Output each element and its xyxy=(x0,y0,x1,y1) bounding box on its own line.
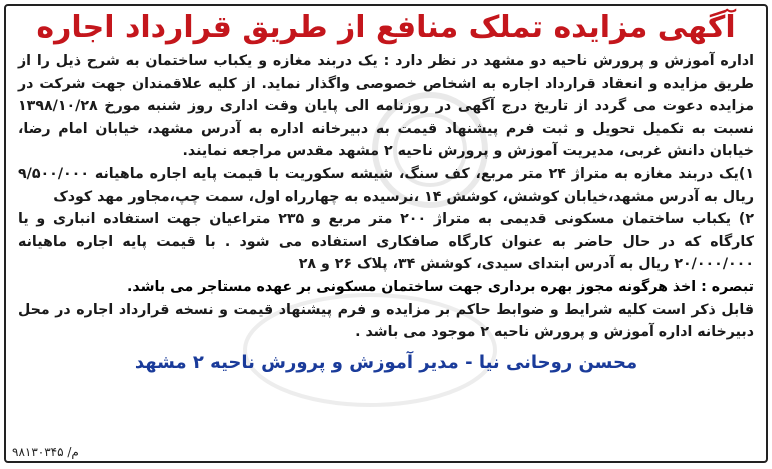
notice-title: آگهی مزایده تملک منافع از طریق قرارداد اجاره xyxy=(36,10,736,45)
signature-line: محسن روحانی نیا - مدیر آموزش و پرورش ناحیه ۲ مشهد xyxy=(134,351,638,373)
notice-body xyxy=(10,50,762,344)
closing-paragraph: قابل ذکر است کلیه شرایط و ضوابط حاکم بر مزایده و فرم پیشنهاد قیمت و نسخه قرارداد اجاره در محل دبیرخانه اداره آموزش و پرورش ناحیه ۲ موجود می باشد . xyxy=(18,301,754,341)
note-paragraph: تبصره : اخذ هرگونه مجوز بهره برداری جهت ساختمان مسکونی بر عهده مستاجر می باشد. xyxy=(127,278,754,295)
item-building: ۲) یکباب ساختمان مسکونی قدیمی به متراژ ۲۰۰ متر مربع و ۲۳۵ متراعیان جهت استفاده انباری و یا کارگاه که در حال حاضر به عنوان کارگاه صافکاری استفاده می شود . با قیمت پایه اجاره ماهیانه ۲۰/۰۰۰/۰۰۰ ریال به آدرس ابتدای سیدی، کوشش ۳۴، پلاک ۲۶ و ۲۸ xyxy=(18,211,754,273)
item-shop: ۱)یک دربند مغازه به متراژ ۲۴ متر مربع، کف سنگ، شیشه سکوریت با قیمت پایه اجاره ماهیانه ۹/۵۰۰/۰۰۰ ریال به آدرس مشهد،خیابان کوشش، کوشش ۱۴ ،نرسیده به چهارراه اول، سمت چپ،مجاور مهد کودک xyxy=(18,165,755,205)
ad-code: ۹۸۱۳۰۳۴۵ /م xyxy=(12,445,79,459)
intro-paragraph: اداره آموزش و پرورش ناحیه دو مشهد در نظر دارد : یک دربند مغازه و یکباب ساختمان به شرح ذیل را از طریق مزایده و انعقاد قرارداد اجاره به اشخاص خصوصی واگذار نماید. از کلیه علاقمندان جهت شرکت در مزایده دعوت می گردد از تاریخ درج آگهی در روزنامه الی پایان وقت اداری روز شنبه مورخ ۱۳۹۸/۱۰/۲۸ نسبت به تکمیل تحویل و ثبت فرم پیشنهاد قیمت به دبیرخانه اداره به آدرس مشهد، خیابان امام رضا، خیابان دانش غربی، مدیریت آموزش و پرورش ناحیه ۲ مشهد مقدس مراجعه نمایند. xyxy=(18,53,754,160)
